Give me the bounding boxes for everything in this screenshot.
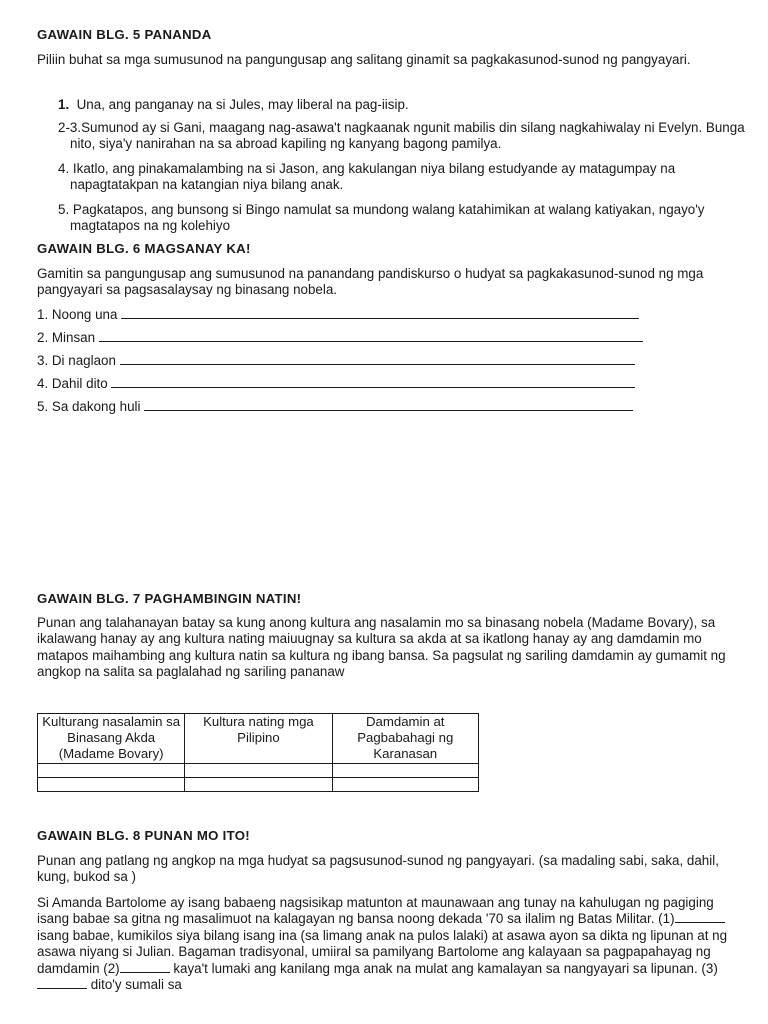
item-number: 1. xyxy=(58,97,70,112)
gawain-6-item xyxy=(37,399,633,415)
passage-text: isang babae, kumikilos siya bilang isang ina (sa limang anak na pulos lalaki) at asawa ayon sa dikta ng lipunan at ng asawa niyang si Julian. Bagaman tradisyonal, umiiral sa pamilyang Bartolome ang kalayaan sa pagpapahayag ng damdamin (2) xyxy=(37,927,728,976)
gawain-5-item xyxy=(58,120,768,153)
passage-text: Si Amanda Bartolome ay isang babaeng nagsisikap matunton at maunawaan ang tunay na kahulugan ng pagiging isang babae sa gitna ng masalimuot na kalagayan ng bansa noong dekada '70 sa ilalim ng Batas Militar. (1) xyxy=(37,895,714,927)
gawain-5-instruction: Piliin buhat sa mga sumusunod na pangungusap ang salitang ginamit sa pagkakasunod-sunod ng pangyayari. xyxy=(37,52,691,67)
gawain-8-passage xyxy=(37,895,737,993)
gawain-6-item xyxy=(37,307,639,323)
gawain-7-heading: GAWAIN BLG. 7 PAGHAMBINGIN NATIN! xyxy=(37,591,302,606)
item-text: Pagkatapos, ang bunsong si Bingo namulat sa mundong walang katahimikan at walang katiyakan, ngayo'y magtatapos na ng kolehiyo xyxy=(70,202,705,234)
table-cell[interactable] xyxy=(185,763,332,777)
gawain-8-instruction: Punan ang patlang ng angkop na mga hudyat sa pagsusunod-sunod ng pangyayari. (sa madaling sabi, saka, dahil, kung, bukod sa ) xyxy=(37,853,719,885)
table-cell[interactable] xyxy=(38,763,185,777)
blank-1[interactable] xyxy=(675,911,725,923)
fill-label: 2. Minsan xyxy=(37,330,96,345)
gawain-6-item xyxy=(37,353,635,369)
item-number: 5. xyxy=(58,202,70,217)
gawain-6-instruction: Gamitin sa pangungusap ang sumusunod na panandang pandiskurso o hudyat sa pagkakasunod-sunod ng mga pangyayari sa pagsasalaysay ng binasang nobela. xyxy=(37,266,704,298)
table-header-cell: Kulturang nasalamin sa Binasang Akda (Madame Bovary) xyxy=(38,714,185,764)
answer-line[interactable] xyxy=(120,353,635,365)
table-row xyxy=(38,777,479,791)
fill-label: 4. Dahil dito xyxy=(37,376,108,391)
table-header-row xyxy=(38,714,479,764)
table-cell[interactable] xyxy=(332,763,478,777)
gawain-5-heading: GAWAIN BLG. 5 PANANDA xyxy=(37,27,212,42)
passage-text: dito'y sumali sa xyxy=(87,977,182,993)
fill-label: 5. Sa dakong huli xyxy=(37,399,141,414)
answer-line[interactable] xyxy=(144,399,633,411)
fill-label: 3. Di naglaon xyxy=(37,353,116,368)
table-cell[interactable] xyxy=(38,777,185,791)
item-number: 4. xyxy=(58,161,70,176)
blank-2[interactable] xyxy=(120,961,170,973)
gawain-8-heading: GAWAIN BLG. 8 PUNAN MO ITO! xyxy=(37,828,251,843)
culture-comparison-table xyxy=(37,713,479,792)
gawain-6-heading: GAWAIN BLG. 6 MAGSANAY KA! xyxy=(37,241,251,256)
table-cell[interactable] xyxy=(332,777,478,791)
gawain-5-item xyxy=(58,161,750,194)
gawain-7-instruction: Punan ang talahanayan batay sa kung anong kultura ang nasalamin mo sa binasang nobela (Madame Bovary), sa ikalawang hanay ay ang kultura nating maiuugnay sa kultura sa akda at sa ikatlong hanay ay ang damdamin mo matapos maihambing ang kultura natin sa kultura ng ibang bansa. Sa pagsulat ng sariling damdamin ay gumamit ng angkop na salita sa paglalahad ng sariling pananaw xyxy=(37,615,726,680)
fill-label: 1. Noong una xyxy=(37,307,118,322)
answer-line[interactable] xyxy=(111,376,635,388)
answer-line[interactable] xyxy=(99,330,643,342)
table-header-cell: Damdamin at Pagbabahagi ng Karanasan xyxy=(332,714,478,764)
gawain-5-item xyxy=(58,202,750,235)
passage-text: kaya't lumaki ang kanilang mga anak na mulat ang kamalayan sa nangyayari sa lipunan. (3) xyxy=(169,960,718,976)
item-text: Sumunod ay si Gani, maagang nag-asawa't nagkaanak ngunit mabilis din silang nagkahiwalay ni Evelyn. Bunga nito, siya'y nanirahan na sa abroad kapiling ng kanyang bagong pamilya. xyxy=(70,120,745,152)
table-header-cell: Kultura nating mga Pilipino xyxy=(185,714,332,764)
table-cell[interactable] xyxy=(185,777,332,791)
gawain-6-item xyxy=(37,376,635,392)
item-number: 2-3. xyxy=(58,120,82,135)
item-text: Una, ang panganay na si Jules, may liberal na pag-iisip. xyxy=(76,97,409,112)
item-text: Ikatlo, ang pinakamalambing na si Jason, ang kakulangan niya bilang estudyande ay matagumpay na napagtatakpan na katangian niya bilang anak. xyxy=(70,161,676,193)
blank-3[interactable] xyxy=(37,977,87,989)
answer-line[interactable] xyxy=(121,307,639,319)
table-row xyxy=(38,763,479,777)
gawain-5-item xyxy=(58,97,745,113)
gawain-6-item xyxy=(37,330,643,346)
